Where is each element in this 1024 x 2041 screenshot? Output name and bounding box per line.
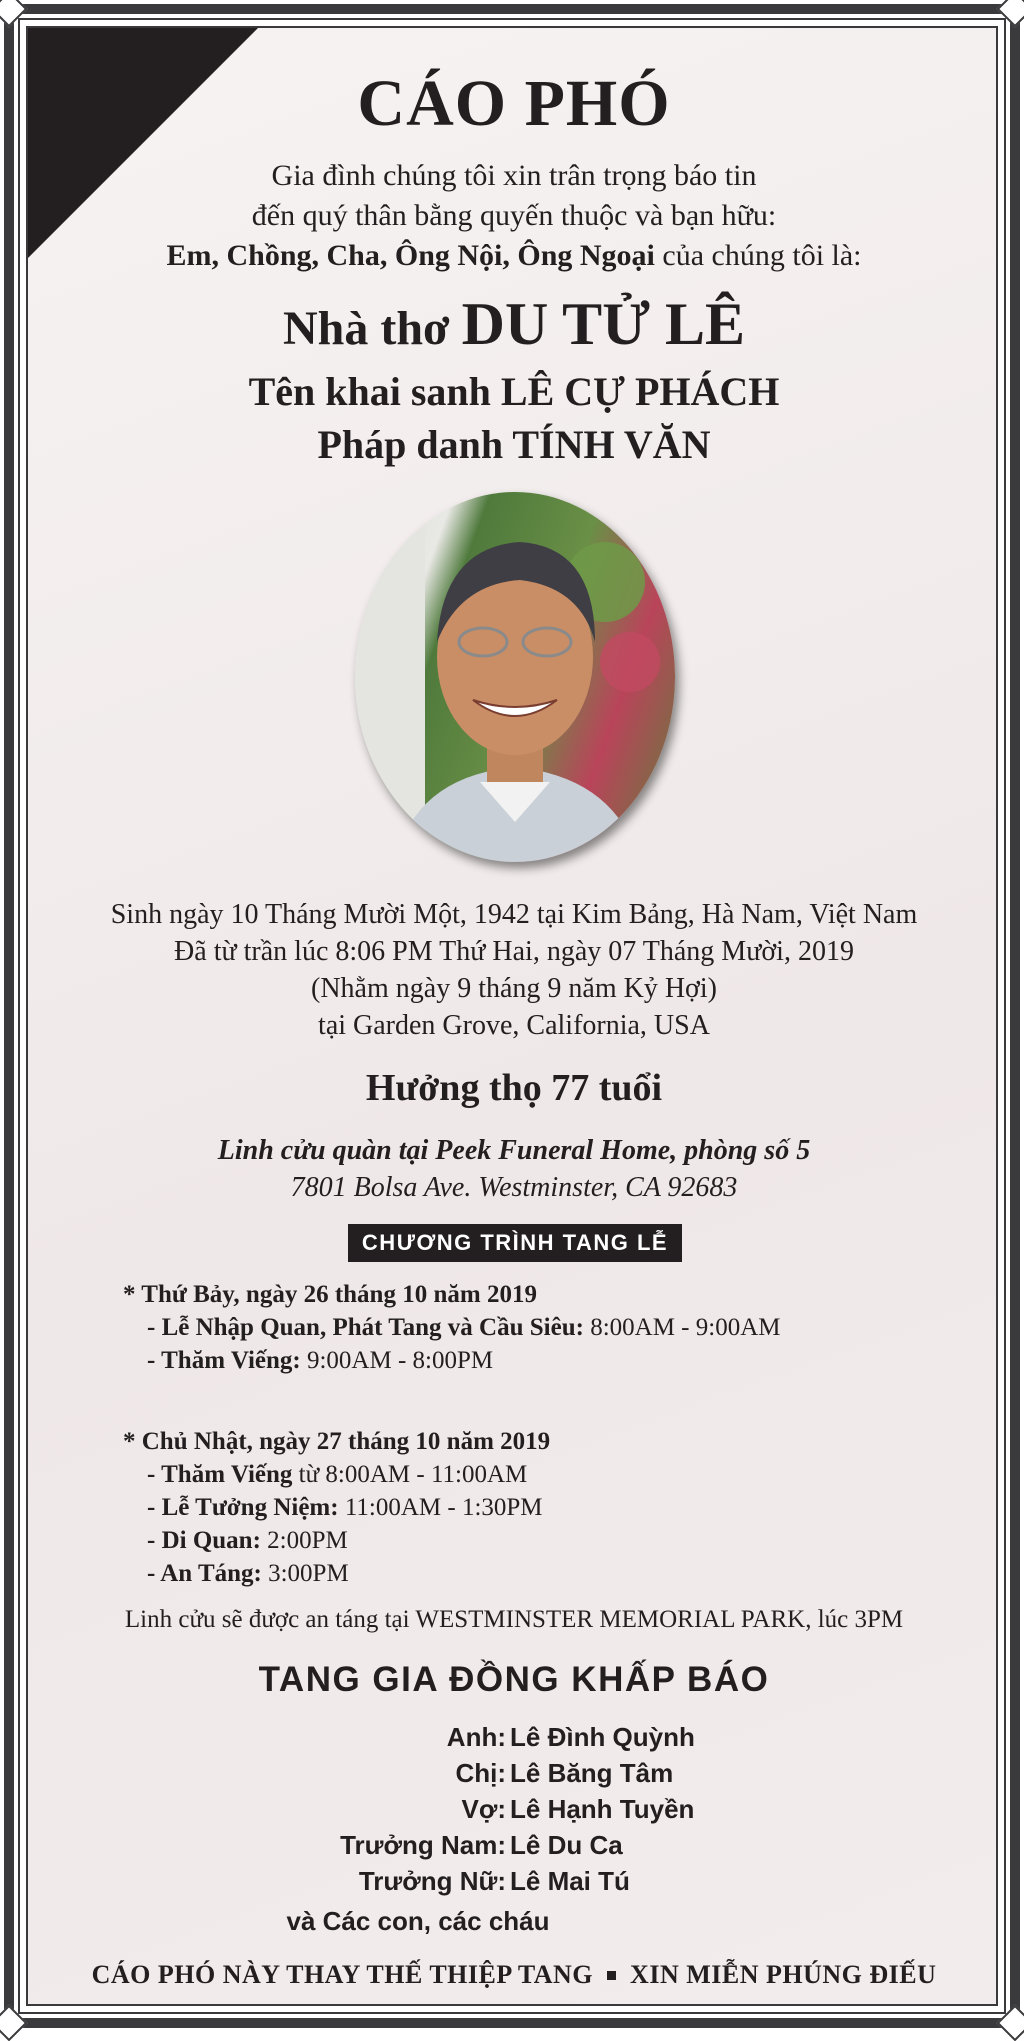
family-name: Lê Du Ca: [510, 1830, 623, 1860]
family-name: Lê Hạnh Tuyền: [510, 1794, 695, 1824]
death-info: Đã từ trần lúc 8:06 PM Thứ Hai, ngày 07 Tháng Mười, 2019: [174, 936, 854, 967]
life-details: [28, 896, 998, 1044]
footer-right: XIN MIỄN PHÚNG ĐIẾU: [630, 1960, 937, 1989]
obituary-panel: [26, 26, 998, 2006]
intro-line-3: [28, 236, 998, 276]
schedule-item-time: từ 8:00AM - 11:00AM: [292, 1461, 528, 1488]
schedule-item: [123, 1311, 983, 1344]
page-title: CÁO PHÓ: [357, 67, 671, 140]
dharma-name: Pháp danh TÍNH VĂN: [317, 422, 711, 467]
pen-name: DU TỬ LÊ: [461, 291, 745, 357]
age-at-death: Hưởng thọ 77 tuổi: [365, 1067, 663, 1109]
portrait-illustration: [355, 492, 675, 862]
family-extra-row: [28, 1902, 998, 1938]
family-role: Chị:: [455, 1758, 506, 1788]
relations-suffix: của chúng tôi là:: [654, 239, 862, 272]
schedule-item: [123, 1491, 983, 1524]
photo-flowers: [600, 632, 660, 692]
schedule-item-time: 3:00PM: [261, 1560, 349, 1587]
funeral-home-info: [28, 1132, 998, 1206]
funeral-home-name: Linh cửu quàn tại Peek Funeral Home, phòng số 5: [217, 1135, 811, 1166]
birth-name: Tên khai sanh LÊ CỰ PHÁCH: [248, 369, 780, 414]
schedule-item-label: - Thăm Viếng: [147, 1461, 293, 1488]
schedule-item-time: 8:00AM - 9:00AM: [583, 1314, 781, 1341]
funeral-home-address: 7801 Bolsa Ave. Westminster, CA 92683: [290, 1172, 738, 1203]
intro-line-2: đến quý thân bằng quyến thuộc và bạn hữu:: [251, 199, 777, 232]
schedule-item-label: - Lễ Tưởng Niệm:: [147, 1494, 339, 1521]
schedule-day-1-title: * Thứ Bảy, ngày 26 tháng 10 năm 2019: [123, 1281, 537, 1308]
intro-text: [28, 156, 998, 276]
schedule-item-time: 11:00AM - 1:30PM: [338, 1494, 543, 1521]
schedule-item: [123, 1458, 983, 1491]
footer-separator: [607, 1971, 616, 1980]
family-member: [28, 1758, 998, 1794]
schedule-item-label: - An Táng:: [147, 1560, 262, 1587]
family-name: Lê Mai Tú: [510, 1866, 630, 1896]
schedule-item-label: - Thăm Viếng:: [147, 1347, 301, 1374]
family-role: Trưởng Nữ:: [358, 1866, 506, 1896]
schedule-item: [123, 1344, 983, 1377]
schedule-item: [123, 1524, 983, 1557]
death-place: tại Garden Grove, California, USA: [318, 1010, 710, 1041]
burial-info: Linh cửu sẽ được an táng tại WESTMINSTER MEMORIAL PARK, lúc 3PM: [124, 1606, 904, 1633]
family-heading: TANG GIA ĐỒNG KHẤP BÁO: [258, 1660, 770, 1699]
family-member: [28, 1794, 998, 1830]
family-name: Lê Băng Tâm: [510, 1758, 674, 1788]
schedule-day-2-title: * Chủ Nhật, ngày 27 tháng 10 năm 2019: [123, 1428, 551, 1455]
family-role: Anh:: [446, 1722, 506, 1752]
intro-line-1: Gia đình chúng tôi xin trân trọng báo tin: [271, 159, 757, 192]
schedule-item-label: - Lễ Nhập Quan, Phát Tang và Cầu Siêu:: [147, 1314, 584, 1341]
family-role: Vợ:: [461, 1794, 506, 1824]
program-badge: CHƯƠNG TRÌNH TANG LỄ: [348, 1224, 682, 1262]
family-member: [28, 1866, 998, 1902]
schedule-day-2: [123, 1425, 983, 1590]
lunar-date: (Nhằm ngày 9 tháng 9 năm Kỷ Hợi): [311, 973, 717, 1004]
family-name: Lê Đình Quỳnh: [510, 1722, 695, 1752]
schedule-item-label: - Di Quan:: [147, 1527, 261, 1554]
schedule-item-time: 2:00PM: [260, 1527, 348, 1554]
name-prefix: Nhà thơ: [282, 302, 462, 355]
schedule-item-time: 9:00AM - 8:00PM: [300, 1347, 494, 1374]
portrait-photo: [355, 492, 675, 862]
footer-left: CÁO PHÓ NÀY THAY THẾ THIỆP TANG: [91, 1960, 594, 1989]
footer-notice: [28, 1960, 998, 1990]
family-member: [28, 1722, 998, 1758]
photo-background-wall: [355, 492, 425, 862]
schedule-item: [123, 1557, 983, 1590]
family-role: Trưởng Nam:: [340, 1830, 506, 1860]
relations: Em, Chồng, Cha, Ông Nội, Ông Ngoại: [166, 239, 655, 272]
birth-info: Sinh ngày 10 Tháng Mười Một, 1942 tại Kim Bảng, Hà Nam, Việt Nam: [110, 899, 918, 930]
deceased-name: [28, 290, 998, 359]
schedule-day-1: [123, 1278, 983, 1377]
family-list: [28, 1722, 998, 1938]
family-member: [28, 1830, 998, 1866]
family-extra: và Các con, các cháu: [286, 1906, 550, 1936]
